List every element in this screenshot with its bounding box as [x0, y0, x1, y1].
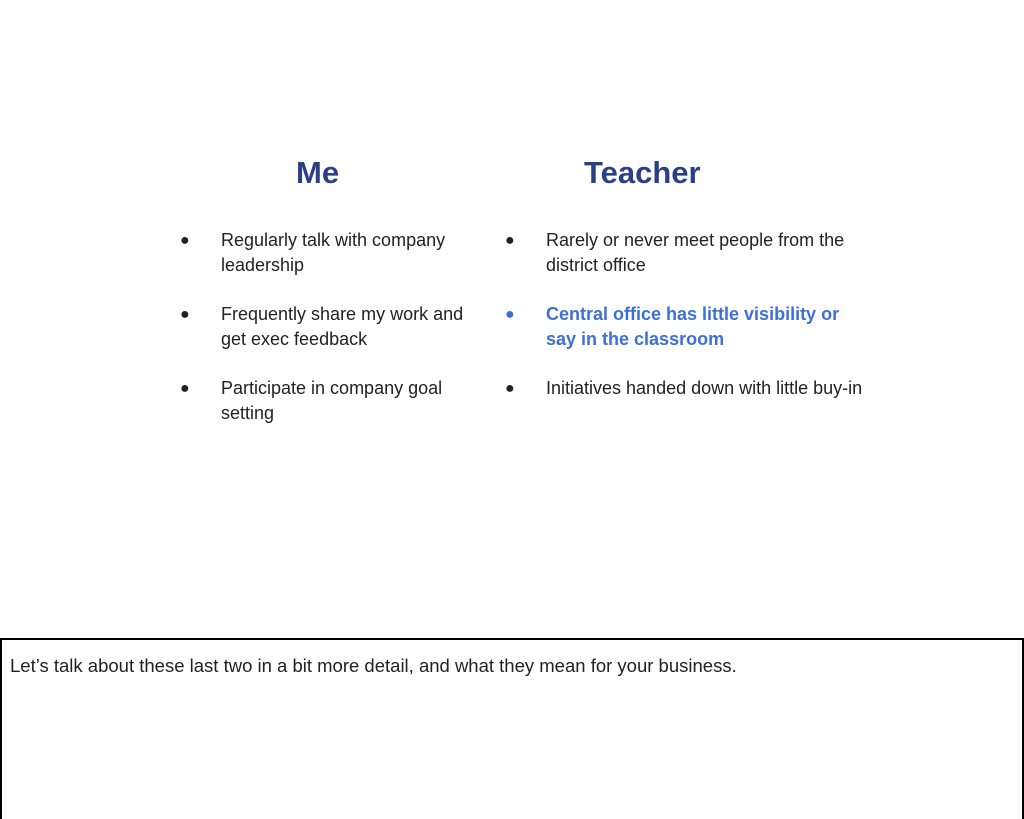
- teacher-bullet-list: [505, 228, 865, 425]
- bullet-dot-icon: ●: [505, 306, 515, 323]
- teacher-column-title: Teacher: [584, 155, 701, 190]
- me-column-title: Me: [296, 155, 340, 190]
- teacher-bullet-text: Initiatives handed down with little buy-in: [546, 378, 863, 398]
- speaker-notes-text[interactable]: Let’s talk about these last two in a bit more detail, and what they mean for your business.: [10, 655, 737, 676]
- bullet-dot-icon: ●: [505, 232, 515, 249]
- bullet-dot-icon: ●: [180, 306, 190, 323]
- teacher-bullet-text: Central office has little visibility or say in the classroom: [546, 304, 840, 349]
- me-bullet-item: [180, 376, 480, 426]
- me-bullet-list: [180, 228, 480, 450]
- teacher-bullet-item: [505, 228, 865, 278]
- me-bullet-text: Regularly talk with company leadership: [221, 230, 446, 275]
- me-bullet-item: [180, 302, 480, 352]
- teacher-bullet-text: Rarely or never meet people from the district office: [546, 230, 845, 275]
- me-bullet-text: Frequently share my work and get exec feedback: [221, 304, 464, 349]
- bullet-dot-icon: ●: [180, 232, 190, 249]
- me-bullet-item: [180, 228, 480, 278]
- teacher-bullet-item-highlighted: [505, 302, 865, 352]
- bullet-dot-icon: ●: [180, 380, 190, 397]
- speaker-notes-panel[interactable]: [0, 638, 1024, 819]
- teacher-bullet-item: [505, 376, 865, 401]
- bullet-dot-icon: ●: [505, 380, 515, 397]
- me-bullet-text: Participate in company goal setting: [221, 378, 443, 423]
